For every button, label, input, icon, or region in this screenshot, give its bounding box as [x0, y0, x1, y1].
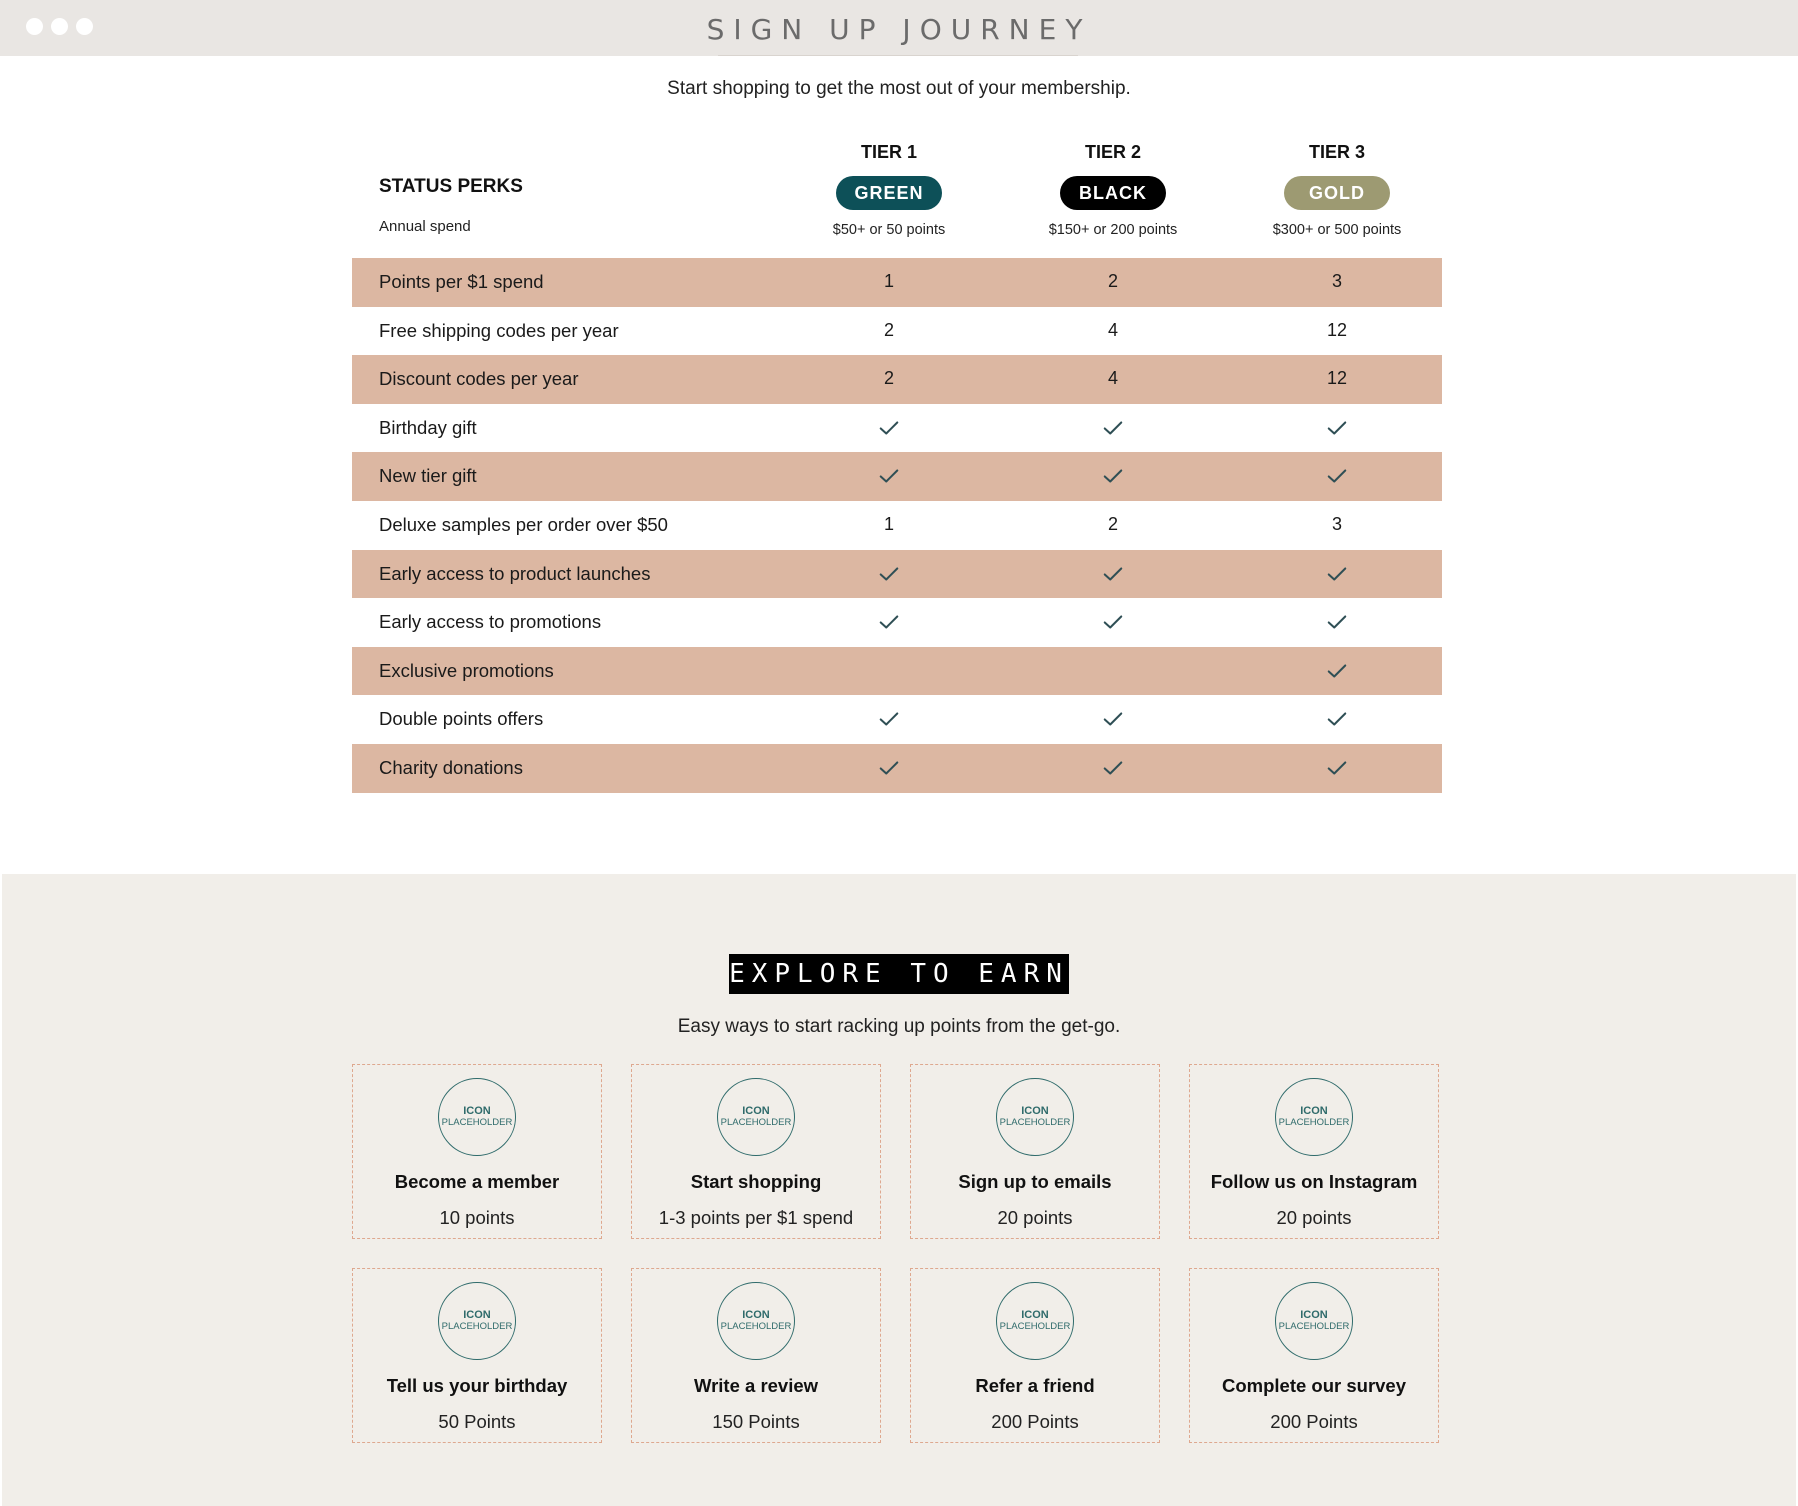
earn-card-title: Become a member	[394, 1171, 560, 1192]
explore-heading: EXPLORE TO EARN	[729, 954, 1069, 994]
earn-card[interactable]	[1189, 1268, 1439, 1443]
tier-1-spend: $50+ or 50 points	[832, 222, 946, 238]
checkmark-icon	[1102, 757, 1124, 779]
tier-3-value: 3	[1331, 513, 1342, 534]
checkmark-icon	[878, 563, 900, 585]
window-titlebar	[0, 0, 1798, 56]
annual-spend-label: Annual spend	[379, 218, 471, 235]
checkmark-icon	[1326, 465, 1348, 487]
tier-3-value	[1237, 417, 1437, 444]
icon-placeholder-text-top: ICON	[1021, 1309, 1049, 1321]
tier-1-name: TIER 1	[860, 142, 917, 162]
earn-card[interactable]	[352, 1064, 602, 1239]
tier-2-value: 4	[1107, 368, 1118, 389]
icon-placeholder-text-bottom: PLACEHOLDER	[999, 1117, 1071, 1128]
tier-3-value: 12	[1326, 368, 1348, 389]
perk-label: New tier gift	[379, 465, 477, 487]
earn-card[interactable]	[910, 1064, 1160, 1239]
perk-label: Discount codes per year	[379, 368, 579, 390]
perk-label: Points per $1 spend	[379, 271, 544, 292]
earn-card-points: 50 Points	[438, 1411, 516, 1432]
tier-2-spend: $150+ or 200 points	[1048, 222, 1178, 238]
earn-card[interactable]	[910, 1268, 1160, 1443]
tier-comparison-table	[352, 130, 1442, 793]
earn-card-points: 20 points	[1276, 1207, 1352, 1228]
checkmark-icon	[878, 708, 900, 730]
status-perks-label: STATUS PERKS	[379, 176, 523, 197]
tier-2-value: 4	[1107, 319, 1118, 340]
checkmark-icon	[1326, 611, 1348, 633]
tier-2-value	[1013, 563, 1213, 590]
checkmark-icon	[1326, 708, 1348, 730]
placeholder-icon	[1275, 1078, 1353, 1156]
tier-1-value	[789, 563, 989, 590]
earn-card-points: 200 Points	[1270, 1411, 1358, 1432]
tier-3-value	[1237, 611, 1437, 638]
earn-card-points: 150 Points	[712, 1411, 800, 1432]
tier-1-badge: GREEN	[836, 176, 942, 210]
tier-3-header	[1237, 142, 1437, 238]
tier-3-value: 12	[1326, 319, 1348, 340]
earn-card-title: Write a review	[693, 1375, 819, 1396]
checkmark-icon	[1102, 563, 1124, 585]
icon-placeholder-text-top: ICON	[742, 1309, 770, 1321]
placeholder-icon	[996, 1078, 1074, 1156]
perk-row	[352, 501, 1442, 550]
perk-label: Double points offers	[379, 708, 544, 730]
explore-subtitle: Easy ways to start racking up points from the get-go.	[677, 1016, 1121, 1037]
perk-label: Early access to product launches	[379, 562, 651, 584]
icon-placeholder-text-bottom: PLACEHOLDER	[999, 1321, 1071, 1332]
icon-placeholder-text-bottom: PLACEHOLDER	[720, 1321, 792, 1332]
tier-2-value: 2	[1107, 513, 1118, 534]
icon-placeholder-text-top: ICON	[463, 1105, 491, 1117]
placeholder-icon	[1275, 1282, 1353, 1360]
placeholder-icon	[717, 1282, 795, 1360]
earn-card[interactable]	[352, 1268, 602, 1443]
tier-1-value	[789, 708, 989, 735]
tier-3-value: 3	[1331, 271, 1342, 291]
placeholder-icon	[438, 1078, 516, 1156]
tier-1-value: 2	[883, 319, 894, 340]
perk-label: Early access to promotions	[379, 611, 602, 633]
explore-section	[2, 874, 1796, 1506]
tier-2-value	[1013, 757, 1213, 784]
tier-1-value: 1	[883, 271, 894, 291]
perk-row	[352, 598, 1442, 647]
perk-row	[352, 355, 1442, 404]
membership-subtitle: Start shopping to get the most out of your membership.	[667, 78, 1131, 99]
perk-row	[352, 647, 1442, 696]
tier-2-badge: BLACK	[1060, 176, 1166, 210]
icon-placeholder-text-top: ICON	[1300, 1309, 1328, 1321]
earn-card-title: Refer a friend	[975, 1375, 1095, 1396]
earn-card-title: Tell us your birthday	[386, 1375, 568, 1396]
tier-2-value	[1013, 708, 1213, 735]
tier-3-value	[1237, 465, 1437, 492]
tier-3-spend: $300+ or 500 points	[1272, 222, 1402, 238]
checkmark-icon	[878, 465, 900, 487]
tier-3-value	[1237, 757, 1437, 784]
title-underline	[718, 55, 1078, 56]
earn-card-title: Sign up to emails	[958, 1171, 1112, 1192]
perk-label: Exclusive promotions	[379, 659, 554, 681]
perk-label: Charity donations	[379, 756, 523, 778]
checkmark-icon	[1102, 708, 1124, 730]
earn-card[interactable]	[631, 1064, 881, 1239]
tier-2-value: 2	[1107, 271, 1118, 291]
checkmark-icon	[1102, 611, 1124, 633]
icon-placeholder-text-top: ICON	[1300, 1105, 1328, 1117]
window-title: SIGN UP JOURNEY	[706, 13, 1092, 46]
earn-card[interactable]	[631, 1268, 881, 1443]
tier-1-value: 1	[883, 513, 894, 534]
icon-placeholder-text-top: ICON	[742, 1105, 770, 1117]
perk-row	[352, 695, 1442, 744]
checkmark-icon	[1326, 563, 1348, 585]
checkmark-icon	[1102, 417, 1124, 439]
tier-table-header	[352, 130, 1442, 258]
tier-1-value	[789, 757, 989, 784]
tier-1-value	[789, 611, 989, 638]
placeholder-icon	[717, 1078, 795, 1156]
checkmark-icon	[878, 611, 900, 633]
icon-placeholder-text-top: ICON	[1021, 1105, 1049, 1117]
perk-label: Birthday gift	[379, 416, 477, 438]
perk-row	[352, 258, 1442, 307]
tier-2-name: TIER 2	[1084, 142, 1141, 162]
checkmark-icon	[878, 757, 900, 779]
placeholder-icon	[996, 1282, 1074, 1360]
checkmark-icon	[878, 417, 900, 439]
tier-3-value	[1237, 708, 1437, 735]
perk-row	[352, 307, 1442, 356]
tier-2-header	[1013, 142, 1213, 238]
tier-2-value	[1013, 611, 1213, 638]
checkmark-icon	[1326, 417, 1348, 439]
icon-placeholder-text-bottom: PLACEHOLDER	[1278, 1117, 1350, 1128]
earn-card-points: 200 Points	[991, 1411, 1079, 1432]
checkmark-icon	[1326, 757, 1348, 779]
perk-label: Deluxe samples per order over $50	[379, 513, 668, 535]
earn-card-title: Complete our survey	[1221, 1375, 1407, 1396]
tier-3-name: TIER 3	[1308, 142, 1365, 162]
earn-card-points: 20 points	[997, 1207, 1073, 1228]
checkmark-icon	[1102, 465, 1124, 487]
earn-card-points: 10 points	[439, 1207, 515, 1228]
tier-3-value	[1237, 660, 1437, 687]
tier-2-value	[1013, 465, 1213, 492]
tier-2-value	[1013, 417, 1213, 444]
placeholder-icon	[438, 1282, 516, 1360]
checkmark-icon	[1326, 660, 1348, 682]
tier-3-value	[1237, 563, 1437, 590]
tier-1-value	[789, 465, 989, 492]
perk-row	[352, 550, 1442, 599]
icon-placeholder-text-bottom: PLACEHOLDER	[441, 1321, 513, 1332]
icon-placeholder-text-bottom: PLACEHOLDER	[1278, 1321, 1350, 1332]
perk-row	[352, 744, 1442, 793]
earn-card-points: 1-3 points per $1 spend	[658, 1207, 854, 1228]
earn-card[interactable]	[1189, 1064, 1439, 1239]
perk-row	[352, 404, 1442, 453]
tier-1-value: 2	[883, 368, 894, 389]
perk-label: Free shipping codes per year	[379, 319, 619, 341]
tier-1-header	[789, 142, 989, 238]
tier-1-value	[789, 417, 989, 444]
earn-card-title: Start shopping	[690, 1171, 822, 1192]
icon-placeholder-text-bottom: PLACEHOLDER	[441, 1117, 513, 1128]
icon-placeholder-text-top: ICON	[463, 1309, 491, 1321]
perk-row	[352, 452, 1442, 501]
perk-rows	[352, 258, 1442, 793]
tier-3-badge: GOLD	[1284, 176, 1390, 210]
earn-card-title: Follow us on Instagram	[1210, 1171, 1418, 1192]
icon-placeholder-text-bottom: PLACEHOLDER	[720, 1117, 792, 1128]
